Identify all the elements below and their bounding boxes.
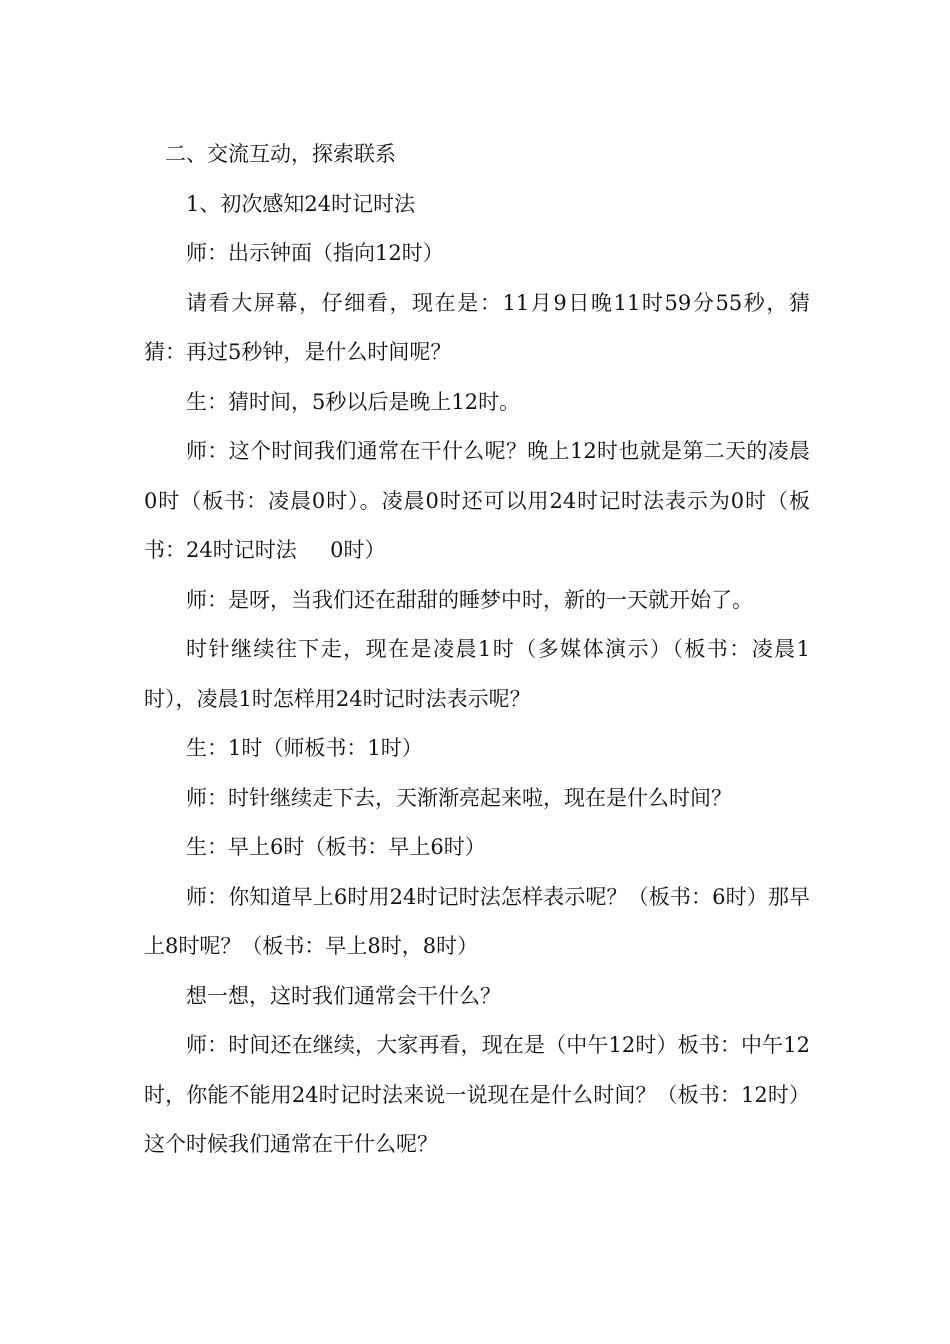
paragraph-9: 师：时针继续走下去，天渐渐亮起来啦，现在是什么时间？ (186, 785, 732, 810)
paragraph-3: 请看大屏幕，仔细看，现在是：11月9日晚11时59分55秒，猜猜：再过5秒钟，是什么时间呢？ (144, 290, 810, 364)
paragraph-4: 生：猜时间，5秒以后是晚上12时。 (186, 389, 521, 414)
paragraph-2: 师：出示钟面（指向12时） (186, 241, 444, 265)
paragraph-8: 生：1时（师板书：1时） (186, 736, 423, 760)
section-heading: 二、交流互动，探索联系 (165, 142, 396, 166)
document-body (144, 130, 810, 1170)
paragraph-12: 想一想，这时我们通常会干什么？ (186, 983, 501, 1008)
paragraph-1: 1、初次感知24时记时法 (186, 191, 416, 216)
paragraph-5: 师：这个时间我们通常在干什么呢？晚上12时也就是第二天的凌晨0时（板书：凌晨0时）。凌晨0时还可以用24时记时法表示为0时（板书：24时记时法 0时） (144, 439, 810, 562)
paragraph-13: 师：时间还在继续，大家再看，现在是（中午12时）板书：中午12时，你能不能用24时记时法来说一说现在是什么时间？（板书：12时）这个时候我们通常在干什么呢？ (144, 1033, 810, 1156)
paragraph-6: 师：是呀，当我们还在甜甜的睡梦中时，新的一天就开始了。 (186, 587, 753, 612)
paragraph-11: 师：你知道早上6时用24时记时法怎样表示呢？（板书：6时）那早上8时呢？（板书：早上8时，8时） (144, 884, 810, 958)
paragraph-7: 时针继续往下走，现在是凌晨1时（多媒体演示）（板书：凌晨1时），凌晨1时怎样用24时记时法表示呢？ (144, 637, 810, 711)
paragraph-10: 生：早上6时（板书：早上6时） (186, 835, 486, 859)
